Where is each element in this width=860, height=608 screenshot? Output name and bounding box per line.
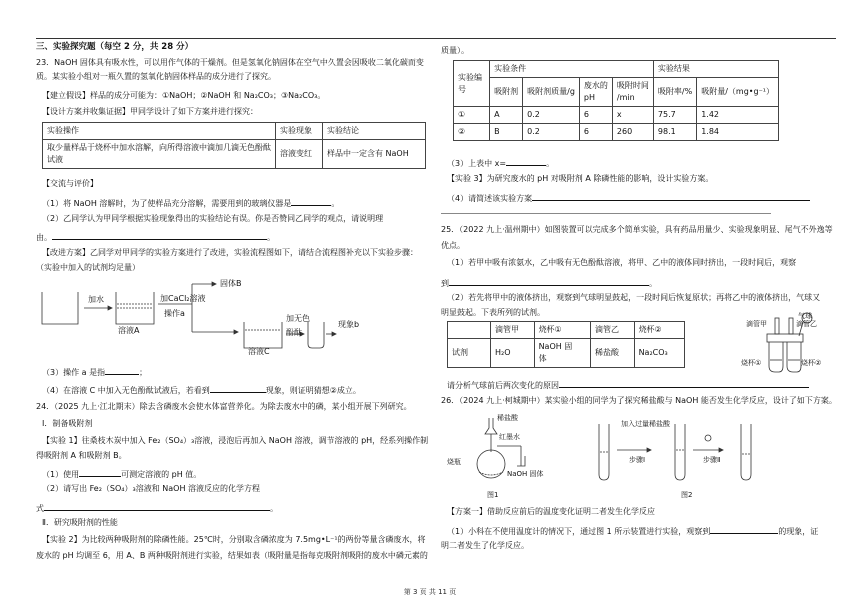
funnel-icon bbox=[485, 418, 497, 434]
q23-sub4: （4）在溶液 C 中加入无色酚酞试液后，若看到 现象，则证明猜想②成立。 bbox=[42, 383, 361, 397]
q25-line2: 优点。 bbox=[441, 241, 465, 250]
q23-line1: 23．NaOH 固体具有吸水性，可以用作气体的干燥剂。但是氢氧化钠固体在空气中久置会因吸收二氧化碳而变 bbox=[36, 58, 424, 67]
q24-sub1: （1）使用 可测定溶液的 pH 值。 bbox=[42, 467, 201, 481]
answer-blank[interactable] bbox=[291, 196, 331, 206]
apparatus-dropper-a: 滴管甲 bbox=[746, 320, 767, 328]
q23-sub1: （1）将 NaOH 溶解时，为了使样品充分溶解，需要用到的玻璃仪器是 。 bbox=[42, 196, 339, 210]
q23-td-phenomenon: 溶液变红 bbox=[276, 140, 323, 169]
flow-phenomenon: 现象b bbox=[338, 320, 360, 329]
flow-solid-b: 固体B bbox=[220, 279, 242, 288]
beaker-2-icon bbox=[787, 342, 801, 372]
test-tube-icon bbox=[308, 322, 324, 348]
fig1-label: 图1 bbox=[487, 491, 499, 499]
question-icon bbox=[705, 435, 711, 441]
q23-table bbox=[42, 122, 426, 169]
fig2-add-excess: 加入过量稀盐酸 bbox=[621, 420, 670, 428]
apparatus-balloon: 气球 bbox=[798, 312, 812, 320]
q23-th-op: 实验操作 bbox=[43, 123, 276, 140]
q25-th-beaker1: 烧杯① bbox=[534, 322, 590, 339]
q24-exp1-b: 得吸附剂 A 和吸附剂 B。 bbox=[36, 451, 127, 460]
fig2-step1: 步骤Ⅰ bbox=[629, 456, 646, 464]
q24-exp2-a: 【实验 2】为比较两种吸附剂的除磷性能。25℃时，分别取含磷浓度为 7.5mg•L⁻¹的两份等量含磷废水，将 bbox=[42, 535, 426, 544]
fig1-flask: 烧瓶 bbox=[447, 458, 461, 466]
q24-th-rate: 吸附率/% bbox=[653, 78, 696, 107]
q24-th-result: 实验结果 bbox=[653, 61, 778, 78]
q24-th-adsorbent: 吸附剂 bbox=[490, 78, 523, 107]
q23-design: 【设计方案并收集证据】甲同学设计了如下方案并进行探究： bbox=[42, 107, 258, 116]
q24-sub4: （4）请简述该实验方案 bbox=[447, 191, 810, 205]
q24-exp2-b: 废水的 pH 均调至 6，用 A、B 两种吸附剂进行实验，结果如表（吸附量是指每克吸附剂吸附的废水中磷元素的 bbox=[36, 551, 428, 560]
answer-blank[interactable] bbox=[449, 276, 649, 286]
q26-fig2 bbox=[591, 420, 771, 486]
q25-sub2-b: 明显鼓起。下表所列的试剂。 bbox=[441, 308, 545, 317]
q23-improve1: 【改进方案】乙同学对甲同学的实验方案进行了改进，实验流程图如下，请结合流程图补充以下实验步骤： bbox=[42, 248, 418, 257]
q24-sub2-a: （2）请写出 Fe₂（SO₄）₃溶液和 NaOH 溶液反应的化学方程 bbox=[42, 484, 260, 493]
answer-blank[interactable] bbox=[506, 156, 546, 166]
q24-exp3: 【实验 3】为研究废水的 pH 对吸附剂 A 除磷性能的影响，设计实验方案。 bbox=[447, 174, 714, 183]
answer-line[interactable] bbox=[441, 213, 771, 214]
test-tube-2-icon bbox=[675, 424, 685, 480]
test-tube-3-icon bbox=[741, 424, 751, 480]
q23-th-phenomenon: 实验现象 bbox=[276, 123, 323, 140]
answer-blank[interactable] bbox=[532, 191, 810, 201]
q24-exp2-c: 质量）。 bbox=[441, 46, 469, 55]
table-row: ① A 0.2 6 x 75.7 1.42 bbox=[454, 107, 779, 124]
q24-th-mass: 吸附剂质量/g bbox=[523, 78, 580, 107]
answer-blank[interactable] bbox=[559, 378, 809, 388]
flow-solution-c: 溶液C bbox=[248, 347, 270, 356]
dropper-a-icon bbox=[775, 318, 779, 334]
q23-sub2-b: 由。 。 bbox=[36, 230, 275, 244]
q24-table bbox=[453, 60, 779, 141]
fig1-dilute-hcl: 稀盐酸 bbox=[497, 414, 518, 422]
q26-plan1: 【方案一】借助反应前后的温度变化证明二者发生化学反应 bbox=[447, 507, 655, 516]
q23-td-conclusion: 样品中一定含有 NaOH bbox=[323, 140, 426, 169]
q23-sub3: （3）操作 a 是指 ； bbox=[42, 365, 147, 379]
answer-blank[interactable] bbox=[44, 501, 270, 511]
apparatus-beaker2: 烧杯② bbox=[801, 359, 822, 367]
q25-th-dropper-a: 滴管甲 bbox=[491, 322, 535, 339]
dropper-b-icon bbox=[789, 318, 793, 334]
table-row: 试剂 H₂O NaOH 固 体 稀盐酸 Na₂CO₃ bbox=[448, 339, 685, 368]
page-footer: 第 3 页 共 11 页 bbox=[403, 588, 457, 596]
q23-exchange: 【交流与评价】 bbox=[42, 179, 98, 188]
flow-operation-a: 操作a bbox=[164, 309, 185, 318]
fig2-step2: 步骤Ⅱ bbox=[703, 456, 721, 464]
q26-fig1 bbox=[459, 412, 569, 494]
flow-solution-a: 溶液A bbox=[118, 326, 140, 335]
q24-th-amount: 吸附量/（mg•g⁻¹） bbox=[697, 78, 779, 107]
q24-line1: 24．（2025 九上·江北期末）除去含磷废水会使水体富营养化。为除去废水中的磷，某小组开展下列研究。 bbox=[36, 402, 412, 411]
beaker-empty-icon bbox=[42, 292, 78, 324]
q25-sub1-a: （1）若甲中吸有浓氨水，乙中吸有无色酚酞溶液，将甲、乙中的液体同时挤出，一段时间后，观察 bbox=[447, 258, 797, 267]
flask-icon bbox=[477, 450, 505, 478]
answer-blank[interactable] bbox=[79, 467, 121, 477]
apparatus-dropper-b: 滴管乙 bbox=[796, 320, 817, 328]
q23-td-op: 取少量样品于烧杯中加水溶解，向所得溶液中滴加几滴无色酚酞 试液 bbox=[43, 140, 276, 169]
q24-sub2-b: 式 。 bbox=[36, 501, 278, 515]
q25-sub2-a: （2）若先将甲中的液体挤出，观察到气球明显鼓起，一段时间后恢复原状；再将乙中的液体挤出，气球又 bbox=[447, 293, 821, 302]
fig2-label: 图2 bbox=[681, 491, 693, 499]
q25-explain: 请分析气球前后两次变化的原因 bbox=[447, 378, 809, 392]
q24-part2: Ⅱ．研究吸附剂的性能 bbox=[42, 518, 118, 527]
flow-add-water: 加水 bbox=[88, 295, 104, 304]
q24-th-time: 吸附时间 /min bbox=[612, 78, 653, 107]
q24-part1: Ⅰ．制备吸附剂 bbox=[42, 419, 93, 428]
answer-blank[interactable] bbox=[710, 524, 778, 534]
q24-th-cond: 实验条件 bbox=[490, 61, 654, 78]
fig1-naoh-solid: NaOH 固体 bbox=[507, 470, 544, 478]
fig1-red-ink: 红墨水 bbox=[499, 433, 520, 441]
q24-exp1-a: 【实验 1】往桑枝木炭中加入 Fe₂（SO₄）₃溶液，浸泡后再加入 NaOH 溶液，调节溶液的 pH，经系列操作制 bbox=[42, 436, 429, 445]
q25-sub1-b: 到 。 bbox=[441, 276, 657, 290]
flow-add-cacl2: 加CaCl₂溶液 bbox=[160, 294, 206, 303]
table-row: ② B 0.2 6 260 98.1 1.84 bbox=[454, 124, 779, 141]
q25-th-dropper-b: 滴管乙 bbox=[591, 322, 635, 339]
flow-phenolphthalein: 酚酞 bbox=[286, 328, 302, 337]
answer-blank[interactable] bbox=[105, 365, 139, 375]
beaker-c-icon bbox=[244, 322, 282, 348]
q23-sub2-a: （2）乙同学认为甲同学根据实验现象得出的实验结论有误。你是否赞同乙同学的观点，请说明理 bbox=[42, 214, 384, 223]
answer-blank[interactable] bbox=[52, 230, 267, 240]
q25-row-label: 试剂 bbox=[448, 339, 491, 368]
beaker-1-icon bbox=[769, 342, 783, 372]
flow-add-colorless: 加无色 bbox=[286, 314, 310, 323]
q25-table bbox=[447, 321, 685, 368]
answer-blank[interactable] bbox=[210, 383, 266, 393]
q23-hypothesis: 【建立假设】样品的成分可能为：①NaOH；②NaOH 和 Na₂CO₃；③Na₂CO₃。 bbox=[42, 91, 326, 100]
q26-sub1-c: 明二者发生了化学反应。 bbox=[441, 541, 529, 550]
q23-th-conclusion: 实验结论 bbox=[323, 123, 426, 140]
q23-line2: 质。某实验小组对一瓶久置的氢氧化钠固体样品的成分进行了探究。 bbox=[36, 72, 276, 81]
apparatus-beaker1: 烧杯① bbox=[741, 359, 762, 367]
section-title: 三、实验探究题（每空 2 分，共 28 分） bbox=[36, 42, 194, 52]
q25-th-beaker2: 烧杯② bbox=[634, 322, 684, 339]
q23-improve2: （实验中加入的试剂均足量） bbox=[36, 263, 140, 272]
q24-th-no: 实验编 号 bbox=[454, 61, 490, 107]
header-rule bbox=[36, 38, 836, 39]
q26-sub1-a: （1）小科在不使用温度计的情况下，通过图 1 所示装置进行实验，观察到 的现象，证 bbox=[447, 524, 818, 538]
q26-line1: 26．（2024 九上·柯城期中）某实验小组的同学为了探究稀盐酸与 NaOH 能否发生化学反应，设计了如下方案。 bbox=[441, 396, 837, 405]
q24-th-ph: 废水的 pH bbox=[579, 78, 612, 107]
q24-sub3: （3）上表中 x= 。 bbox=[447, 156, 554, 170]
q25-line1: 25．（2022 九上·温州期中）如图装置可以完成多个简单实验，具有药品用量少、实验现象明显、尾气不外逸等 bbox=[441, 225, 833, 234]
